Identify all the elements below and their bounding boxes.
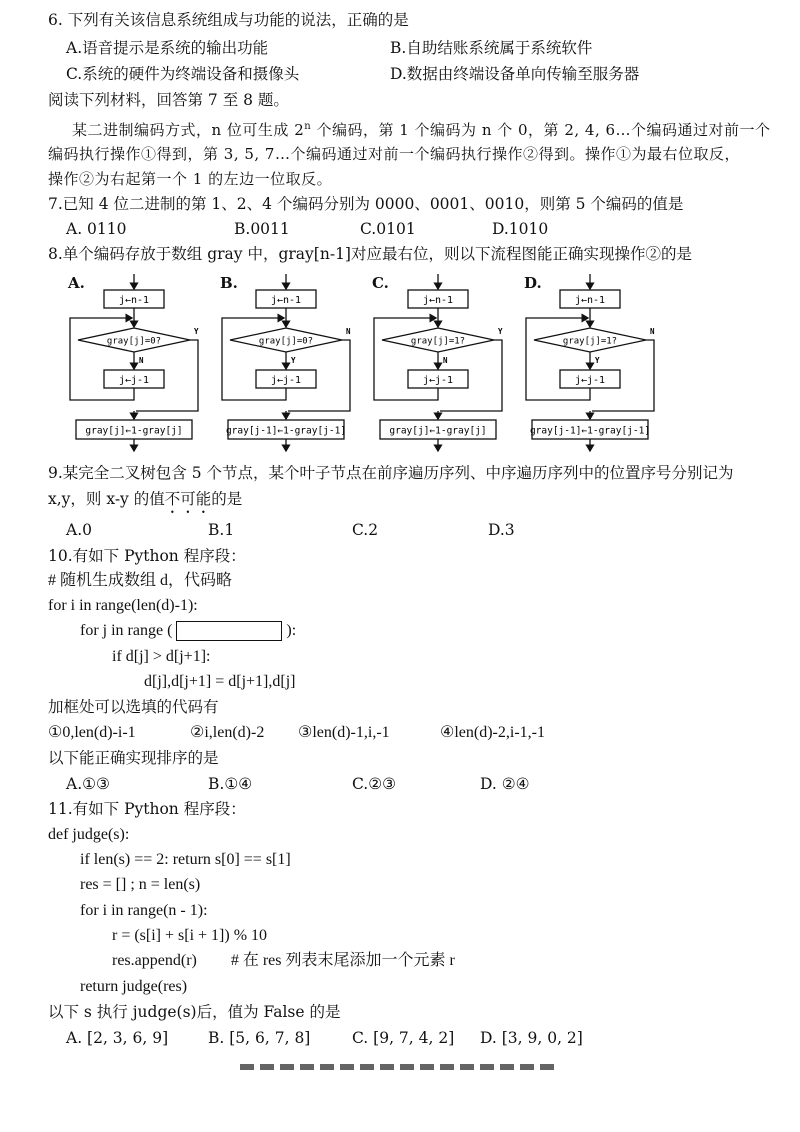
flowchart-c-init-text: j←n-1 — [422, 295, 454, 306]
flowchart-c-result-text: gray[j]←1-gray[j] — [389, 425, 487, 437]
fill-in-box[interactable] — [176, 621, 282, 641]
q10-code-outer-loop: for i in range(len(d)-1): — [48, 597, 198, 614]
q9-stem-line-2: x,y，则 x-y 的值不可能的是 — [48, 490, 243, 508]
q11-code-def: def judge(s): — [48, 826, 130, 843]
flowchart-d-decision-text: gray[j]=1? — [562, 336, 618, 347]
flowchart-b-decision-text: gray[j]=0? — [258, 336, 314, 347]
q11-code-init: res = [] ; n = len(s) — [80, 876, 201, 893]
q10-code-if: if d[j] > d[j+1]: — [112, 648, 211, 665]
material-line-2: 编码执行操作①得到，第 3, 5, 7…个编码通过对前一个编码执行操作②得到。操作①为最右位取反， — [48, 145, 740, 163]
q7-stem: 7.已知 4 位二进制的第 1、2、4 个编码分别为 0000、0001、0010，则第 5 个编码的值是 — [48, 195, 684, 213]
q11-option-a: A. [2, 3, 6, 9] — [66, 1029, 169, 1047]
q9-option-c: C.2 — [352, 521, 379, 539]
q10-option-b: B.①④ — [208, 775, 253, 793]
q10-option-a: A.①③ — [66, 775, 110, 793]
q7-option-a: A. 0110 — [66, 220, 127, 238]
q10-code-swap: d[j],d[j+1] = d[j+1],d[j] — [144, 673, 296, 690]
q11-code-append: res.append(r) # 在 res 列表末尾添加一个元素 r — [112, 952, 455, 969]
q10-question: 以下能正确实现排序的是 — [48, 749, 219, 767]
q10-choice-4: ④len(d)-2,i-1,-1 — [440, 724, 545, 741]
flowchart-a-init-text: j←n-1 — [118, 295, 150, 306]
flowchart-b-init-text: j←n-1 — [270, 295, 302, 306]
flowchart-b-right-label: N — [346, 327, 351, 336]
q7-option-c: C.0101 — [360, 220, 416, 238]
q10-code-inner-loop: for j in range ( ): — [80, 621, 296, 641]
flowchart-b-label: B. — [220, 274, 238, 292]
q11-stem: 11.有如下 Python 程序段： — [48, 800, 246, 818]
q10-choice-3: ③len(d)-1,i,-1 — [298, 724, 390, 741]
flowchart-d-result-text: gray[j-1]←1-gray[j-1] — [529, 425, 651, 437]
flowchart-d-init-text: j←n-1 — [574, 295, 606, 306]
q6-stem: 6. 下列有关该信息系统组成与功能的说法，正确的是 — [48, 11, 409, 29]
q10-option-c: C.②③ — [352, 775, 397, 793]
page-footer-cutoff — [240, 1062, 560, 1072]
flowchart-c-step-text: j←j-1 — [422, 375, 454, 386]
q9-option-d: D.3 — [488, 521, 515, 539]
q10-choice-2: ②i,len(d)-2 — [190, 724, 265, 741]
q10-stem: 10.有如下 Python 程序段： — [48, 547, 246, 565]
q9-stem-line-1: 9.某完全二叉树包含 5 个节点，某个叶子节点在前序遍历序列、中序遍历序列中的位置序号分别记为 — [48, 464, 734, 482]
q6-option-c: C.系统的硬件为终端设备和摄像头 — [66, 65, 300, 83]
flowchart-b-down-label: Y — [291, 356, 296, 365]
flowchart-a-result-text: gray[j]←1-gray[j] — [85, 425, 183, 437]
flowchart-d-right-label: N — [650, 327, 655, 336]
q11-question: 以下 s 执行 judge(s)后，值为 False 的是 — [48, 1003, 341, 1021]
q10-choice-1: ①0,len(d)-i-1 — [48, 724, 136, 741]
q10-option-d: D. ②④ — [480, 775, 530, 793]
q11-code-return: return judge(res) — [80, 978, 188, 995]
q8-stem: 8.单个编码存放于数组 gray 中，gray[n-1]对应最右位，则以下流程图能正确实现操作②的是 — [48, 245, 692, 263]
q10-fill-prompt: 加框处可以选填的代码有 — [48, 698, 219, 716]
q6-option-b: B.自助结账系统属于系统软件 — [390, 39, 593, 57]
flowchart-b-step-text: j←j-1 — [270, 375, 302, 386]
flowchart-c-right-label: Y — [498, 327, 503, 336]
reading-intro: 阅读下列材料，回答第 7 至 8 题。 — [48, 91, 289, 109]
q11-code-compute: r = (s[i] + s[i + 1]) % 10 — [112, 927, 268, 944]
q7-option-b: B.0011 — [234, 220, 290, 238]
flowchart-a-down-label: N — [139, 356, 144, 365]
q11-option-c: C. [9, 7, 4, 2] — [352, 1029, 455, 1047]
material-line-3: 操作②为右起第一个 1 的左边一位取反。 — [48, 170, 333, 188]
q9-option-a: A.0 — [66, 521, 92, 539]
flowchart-c-decision-text: gray[j]=1? — [410, 336, 466, 347]
q9-option-b: B.1 — [208, 521, 235, 539]
material-line-1: 某二进制编码方式，n 位可生成 2$^n$ 个编码，第 1 个编码为 n 个 0，第 2, 4, 6…个编码通过对前一个 — [72, 121, 771, 139]
q11-option-d: D. [3, 9, 0, 2] — [480, 1029, 583, 1047]
q7-option-d: D.1010 — [492, 220, 549, 238]
flowchart-a-right-label: Y — [194, 327, 199, 336]
flowcharts — [0, 268, 800, 454]
flowchart-d-step-text: j←j-1 — [574, 375, 606, 386]
flowchart-d-label: D. — [524, 274, 542, 292]
flowchart-d-down-label: Y — [595, 356, 600, 365]
flowchart-c-label: C. — [372, 274, 389, 292]
flowchart-a-decision-text: gray[j]=0? — [106, 336, 162, 347]
q11-code-base-case: if len(s) == 2: return s[0] == s[1] — [80, 851, 291, 868]
q11-code-loop: for i in range(n - 1): — [80, 902, 208, 919]
q6-option-d: D.数据由终端设备单向传输至服务器 — [390, 65, 640, 83]
q10-code-comment: # 随机生成数组 d，代码略 — [48, 572, 233, 589]
flowchart-c-down-label: N — [443, 356, 448, 365]
q11-option-b: B. [5, 6, 7, 8] — [208, 1029, 311, 1047]
flowchart-a-label: A. — [68, 274, 85, 292]
flowchart-b-result-text: gray[j-1]←1-gray[j-1] — [225, 425, 347, 437]
q6-option-a: A.语音提示是系统的输出功能 — [66, 39, 269, 57]
flowchart-a-step-text: j←j-1 — [118, 375, 150, 386]
